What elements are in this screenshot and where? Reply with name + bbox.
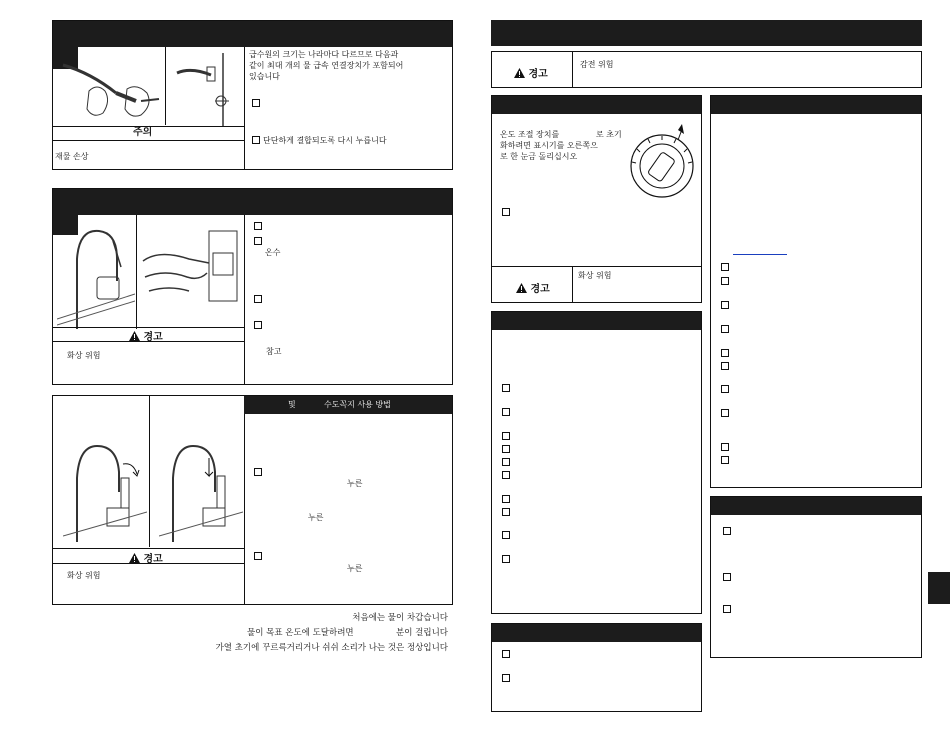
warning-triangle-icon bbox=[514, 68, 525, 78]
checkbox-icon bbox=[254, 222, 262, 230]
plug-panel bbox=[52, 188, 453, 385]
checkbox-icon bbox=[502, 674, 510, 682]
faucet-lever-illustration bbox=[159, 432, 243, 542]
checkbox-icon bbox=[254, 552, 262, 560]
temp-line-1b: 로 초기 bbox=[596, 130, 622, 139]
electric-warning-box bbox=[491, 51, 922, 88]
checkbox-icon bbox=[721, 263, 729, 271]
checkbox-icon bbox=[721, 443, 729, 451]
temp-line-2: 화하려면 표시기를 오른쪽으 bbox=[500, 141, 598, 150]
hose-connect-illustration bbox=[61, 53, 163, 127]
panel-header-bar bbox=[711, 497, 921, 515]
connection-panel bbox=[52, 20, 453, 170]
warning-text: 화상 위험 bbox=[578, 271, 612, 280]
checkbox-icon bbox=[721, 385, 729, 393]
panel-header-bar bbox=[492, 96, 701, 114]
checkbox-icon bbox=[502, 458, 510, 466]
checkbox-icon bbox=[723, 527, 731, 535]
warning-title: 경고 bbox=[129, 550, 163, 565]
warning-triangle-icon bbox=[129, 553, 140, 563]
warning-text: 화상 위험 bbox=[67, 351, 101, 360]
temperature-panel bbox=[491, 95, 702, 303]
small-checklist-panel bbox=[491, 623, 702, 712]
note-label: 참고 bbox=[266, 347, 282, 356]
faucet-lever-illustration bbox=[63, 432, 147, 542]
footer-line-2a: 물이 목표 온도에 도달하려면 bbox=[247, 628, 354, 638]
warning-title: 경고 bbox=[129, 328, 163, 343]
checkbox-icon bbox=[252, 136, 260, 144]
intro-line-3: 있습니다 bbox=[249, 72, 280, 81]
checkbox-icon bbox=[502, 495, 510, 503]
page-edge-tab bbox=[928, 572, 950, 604]
intro-line-1: 급수원의 크기는 나라마다 다르므로 다음과 bbox=[249, 50, 399, 59]
panel-header-bar bbox=[492, 312, 701, 330]
temp-line-1a: 온도 조절 장치를 bbox=[500, 130, 560, 139]
checkbox-icon bbox=[502, 471, 510, 479]
warning-triangle-icon bbox=[129, 331, 140, 341]
warning-triangle-icon bbox=[516, 283, 527, 293]
footer-line-3: 가열 초기에 꾸르륵거리거나 쉬쉬 소리가 나는 것은 정상입니다 bbox=[215, 643, 448, 653]
thermostat-dial-icon bbox=[626, 124, 698, 200]
warning-text: 화상 위험 bbox=[67, 571, 101, 580]
checkbox-icon bbox=[723, 573, 731, 581]
warning-title: 경고 bbox=[516, 280, 550, 295]
checklist-panel bbox=[491, 311, 702, 614]
checkbox-icon bbox=[502, 531, 510, 539]
checkbox-icon bbox=[721, 362, 729, 370]
checkbox-icon bbox=[254, 237, 262, 245]
panel-header-bar bbox=[711, 96, 921, 114]
usage-header-bar: 및 수도꼭지 사용 방법 bbox=[244, 396, 452, 414]
info-panel-lower bbox=[710, 496, 922, 658]
panel-header-bar bbox=[53, 21, 452, 47]
press-label-1: 누른 bbox=[347, 479, 363, 488]
valve-connection-illustration bbox=[171, 53, 241, 127]
checkbox-icon bbox=[502, 432, 510, 440]
checkbox-icon bbox=[723, 605, 731, 613]
electric-shock-text: 감전 위험 bbox=[580, 60, 614, 69]
caution-text: 재물 손상 bbox=[55, 152, 89, 161]
checkbox-icon bbox=[502, 650, 510, 658]
panel-header-bar bbox=[492, 624, 701, 642]
panel-header-bar bbox=[53, 189, 452, 215]
press-label-2: 누른 bbox=[308, 513, 324, 522]
checkbox-icon bbox=[502, 208, 510, 216]
checkbox-icon bbox=[721, 301, 729, 309]
step-press-again: 단단하게 결합되도록 다시 누릅니다 bbox=[263, 136, 387, 145]
caution-title: 주의 bbox=[133, 127, 153, 138]
checkbox-icon bbox=[502, 384, 510, 392]
checkbox-icon bbox=[502, 408, 510, 416]
footer-line-1: 처음에는 물이 차갑습니다 bbox=[352, 613, 448, 623]
checkbox-icon bbox=[252, 99, 260, 107]
checkbox-icon bbox=[254, 468, 262, 476]
checkbox-icon bbox=[502, 445, 510, 453]
checkbox-icon bbox=[502, 508, 510, 516]
press-label-3: 누른 bbox=[347, 564, 363, 573]
checkbox-icon bbox=[502, 555, 510, 563]
hot-water-label: 온수 bbox=[265, 248, 281, 257]
checkbox-icon bbox=[721, 456, 729, 464]
checkbox-icon bbox=[721, 409, 729, 417]
warning-title: 경고 bbox=[514, 65, 548, 80]
faucet-usage-panel bbox=[52, 395, 453, 605]
faucet-illustration bbox=[57, 219, 135, 329]
footer-line-2b: 분이 걸립니다 bbox=[396, 628, 448, 638]
power-outlet-illustration bbox=[139, 219, 243, 329]
info-panel bbox=[710, 95, 922, 488]
checkbox-icon bbox=[254, 295, 262, 303]
intro-line-2: 같이 최대 개의 물 급속 연결장치가 포함되어 bbox=[249, 61, 404, 70]
checkbox-icon bbox=[721, 325, 729, 333]
section-header-bar bbox=[491, 20, 922, 46]
web-link[interactable] bbox=[733, 254, 787, 255]
temp-line-3: 로 한 눈금 돌리십시오 bbox=[500, 152, 578, 161]
checkbox-icon bbox=[721, 277, 729, 285]
checkbox-icon bbox=[254, 321, 262, 329]
checkbox-icon bbox=[721, 349, 729, 357]
